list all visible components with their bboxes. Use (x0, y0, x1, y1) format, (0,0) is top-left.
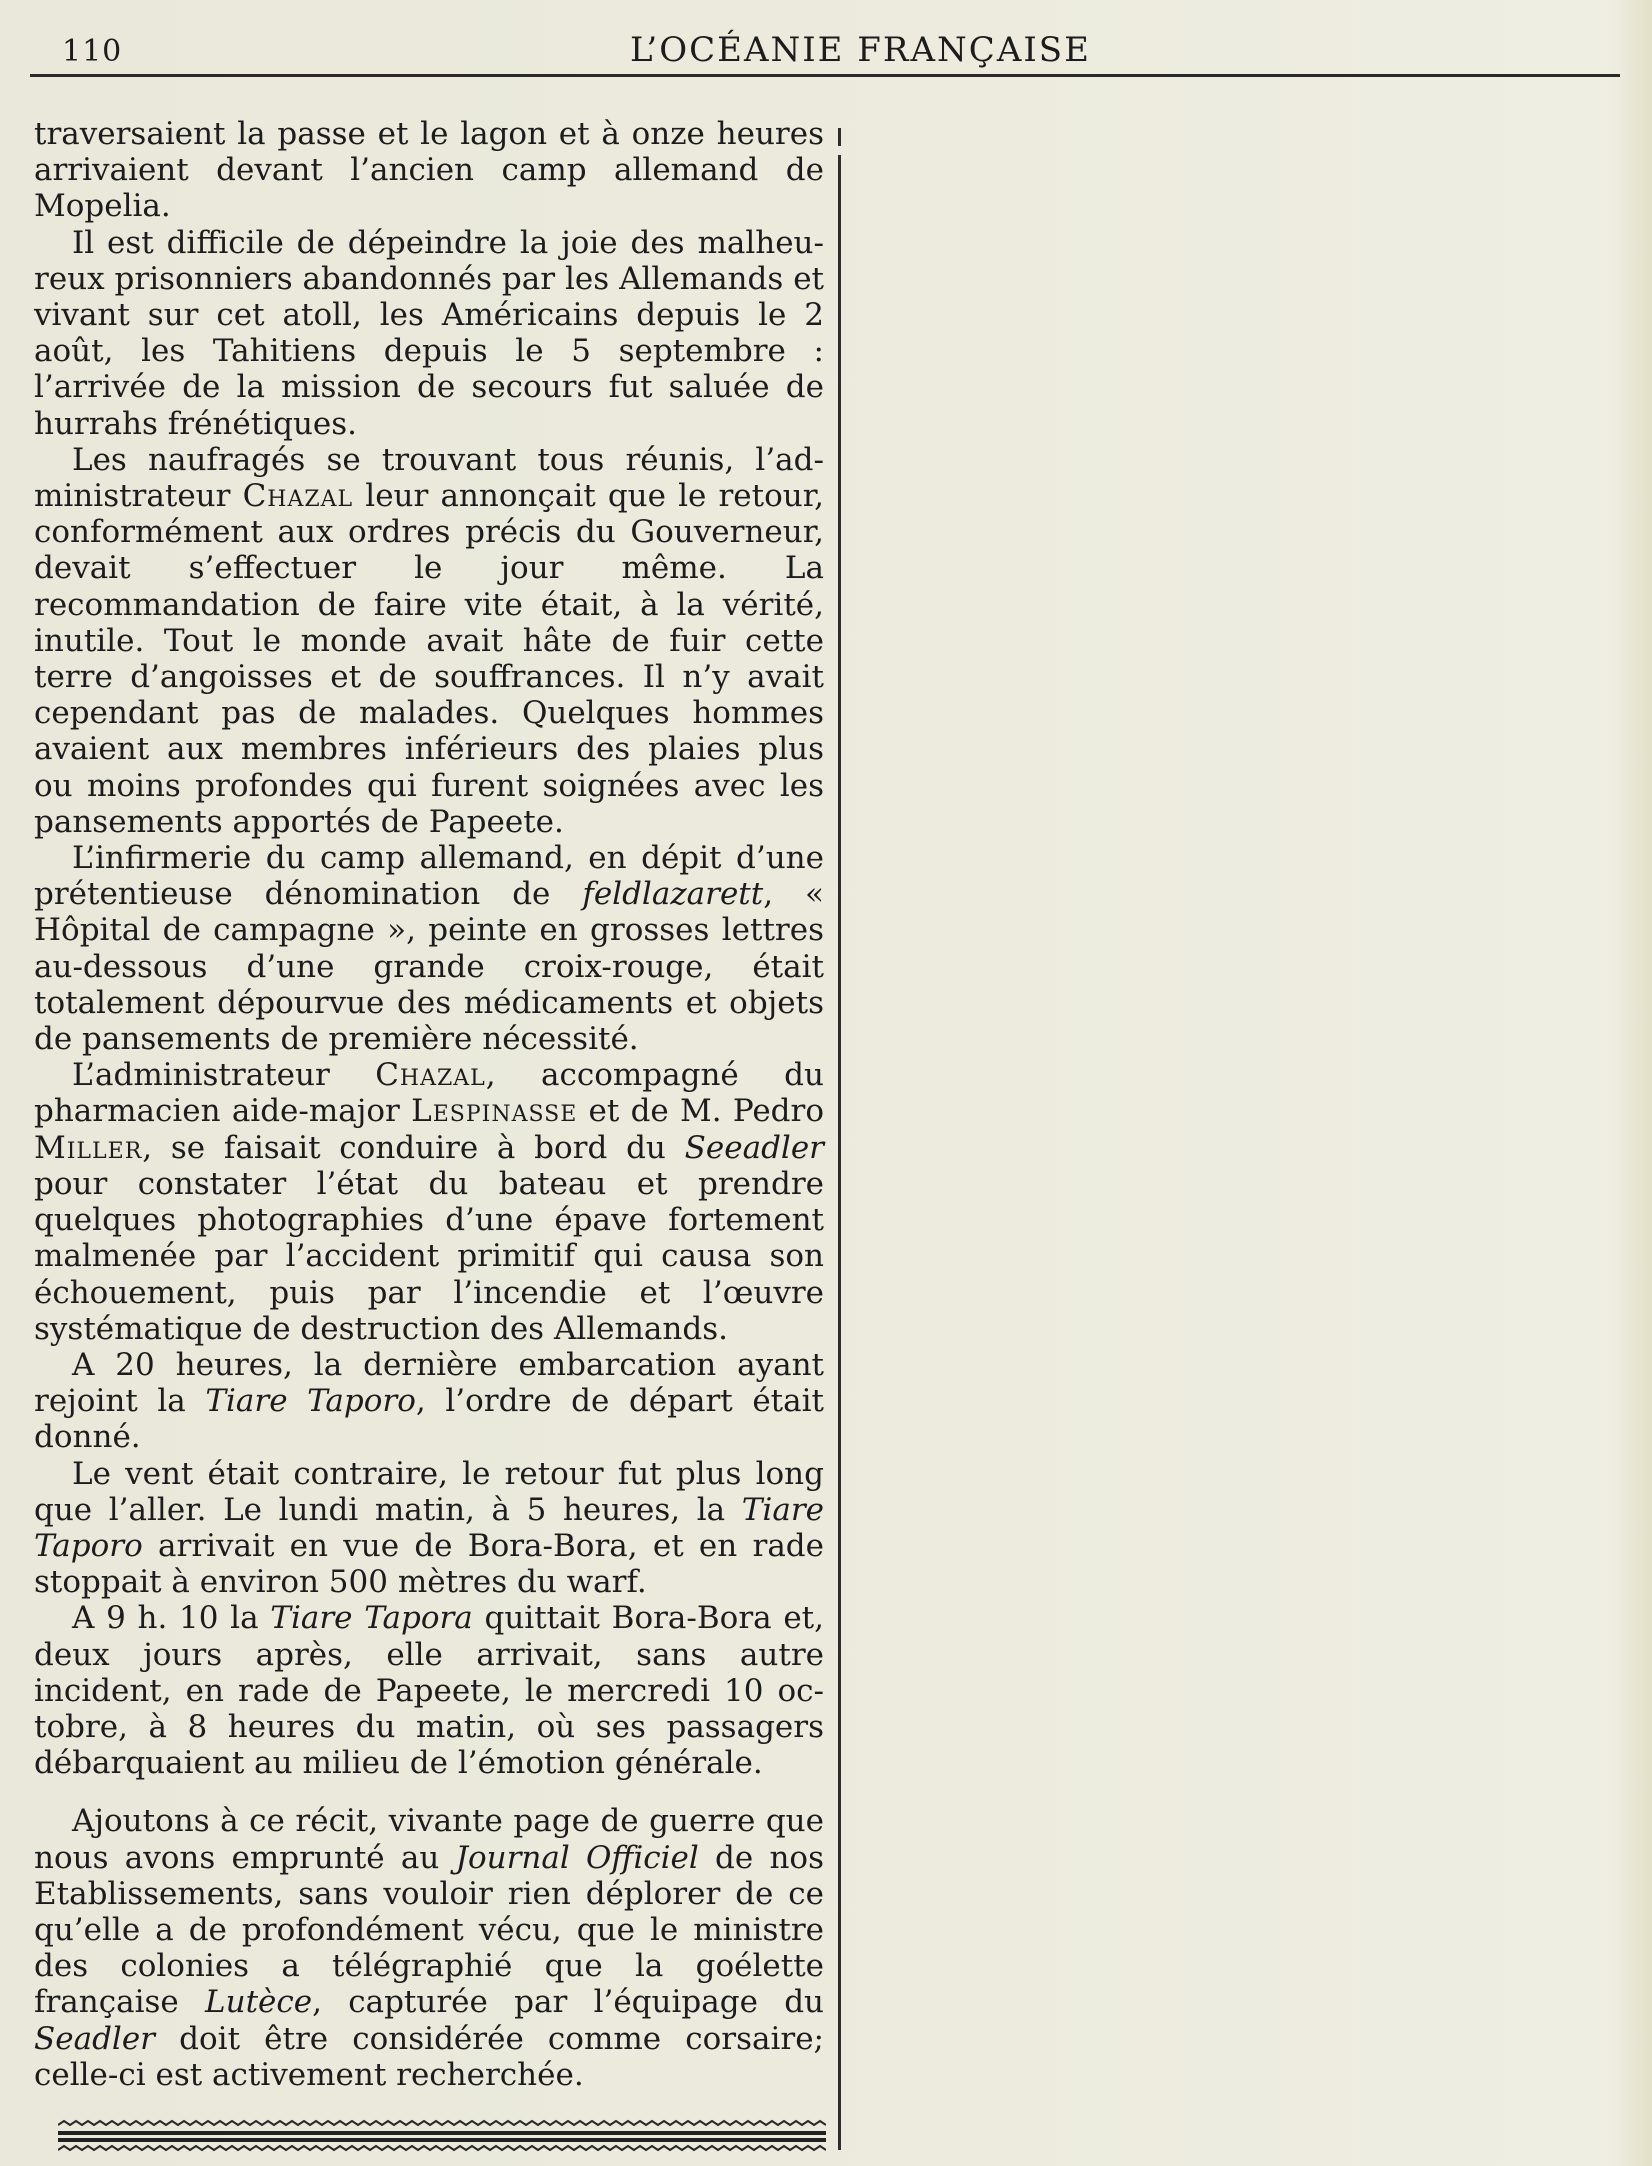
person-name: Lespinasse (411, 1093, 578, 1130)
text-run: A 20 heures, la dernière embarcation ayant rejoint la (34, 1346, 824, 1420)
text-run: de nos Etablissements, sans vouloir rien déplorer de ce qu’elle a de profondément vécu, que le ministre des colonies a télégraphié que la goélette française (34, 1839, 825, 2021)
text-run: quittait Bora-Bora et, deux jours après, elle arrivait, sans autre incident, en rade de Papeete, le mercredi 10 octobre, à 8 heures du matin, où ses passagers débarquaient au milieu de l’émotion générale. (34, 1600, 824, 1782)
paragraph (34, 116, 824, 225)
text-run: , se faisait conduire à bord du (142, 1129, 685, 1166)
page-edge-shadow (1610, 0, 1652, 2166)
page-number: 110 (62, 34, 123, 69)
text-run: , « Hôpital de campagne », peinte en grosses lettres au-dessous d’une grande croix-rouge, était totalement dépourvue des médicaments et objets de pansements de première nécessité. (34, 876, 824, 1058)
text-run: Il est difficile de dépeindre la joie des malheureux prisonniers abandonnés par les Allemands et vivant sur cet atoll, les Américains depuis le 2 août, les Tahitiens depuis le 5 septembre : l’arrivée de la mission de secours fut saluée de hurrahs frénétiques. (34, 224, 824, 442)
text-run: traversaient la passe et le lagon et à onze heures arrivaient devant l’ancien camp allemand de Mopelia. (34, 116, 824, 225)
person-name: Miller (34, 1129, 143, 1166)
text-run: , l’ordre de départ était donné. (34, 1383, 824, 1456)
running-title: L’OCÉANIE FRANÇAISE (630, 30, 1091, 70)
text-run: Le vent était contraire, le retour fut plus long que l’aller. Le lundi matin, à 5 heures, la (34, 1455, 824, 1528)
italic-text: Seeadler (684, 1129, 824, 1166)
text-run: arrivait en vue de Bora-Bora, et en rade stoppait à environ 500 mètres du warf. (34, 1527, 824, 1601)
text-run: , capturée par l’équipage du (312, 1984, 825, 2021)
text-run: Ajoutons à ce récit, vivante page de guerre que nous avons emprunté au (34, 1803, 824, 1876)
italic-text: Seadler (34, 2020, 155, 2057)
paragraph (34, 1057, 824, 1347)
header-rule (30, 74, 1620, 77)
article-column (34, 116, 824, 2093)
italic-text: Tiare Taporo (205, 1383, 416, 1420)
column-rule (838, 155, 841, 2150)
text-run: L’administrateur (72, 1057, 376, 1094)
italic-text: Tiare Taporo (34, 1491, 824, 1564)
text-run: A 9 h. 10 la (72, 1600, 271, 1637)
paragraph (34, 840, 824, 1057)
italic-text: Lutèce (205, 1984, 313, 2021)
paragraph (34, 225, 824, 442)
text-run: Les naufragés se trouvant tous réunis, l’administrateur (34, 441, 824, 515)
end-ornament-rule (58, 2116, 826, 2156)
person-name: Chazal (375, 1057, 486, 1094)
text-run: et de M. Pedro (577, 1093, 824, 1130)
paragraph (34, 1600, 824, 1781)
paragraph (34, 1347, 824, 1456)
end-ornament (58, 2116, 826, 2156)
italic-text: Journal Officiel (455, 1839, 699, 1876)
text-run: leur annonçait que le retour, conformément aux ordres précis du Gouverneur, devait s’effectuer le jour même. La recommandation de faire vite était, à la vérité, inutile. Tout le monde avait hâte de fuir cette terre d’angoisses et de souffrances. Il n’y avait cependant pas de malades. Quelques hommes avaient aux membres inférieurs des plaies plus ou moins profondes qui furent soignées avec les pansements apportés de Papeete. (34, 478, 824, 840)
paragraph (34, 442, 824, 840)
text-run: pour constater l’état du bateau et prendre quelques photographies d’une épave fortement malmenée par l’accident primitif qui causa son échouement, puis par l’incendie et l’œuvre systématique de destruction des Allemands. (34, 1165, 824, 1347)
column-rule-tick (838, 128, 841, 146)
person-name: Chazal (242, 478, 354, 515)
italic-text: feldlazarett (582, 876, 764, 913)
paragraph (34, 1456, 824, 1601)
text-run: , accompagné du pharmacien aide-major (34, 1057, 824, 1130)
text-run: doit être considérée comme corsaire; celle-ci est activement recherchée. (34, 2020, 824, 2093)
text-run: L’infirmerie du camp allemand, en dépit d’une prétentieuse dénomination de (34, 840, 824, 913)
closing-paragraph (34, 1803, 824, 2093)
italic-text: Tiare Tapora (270, 1600, 473, 1637)
